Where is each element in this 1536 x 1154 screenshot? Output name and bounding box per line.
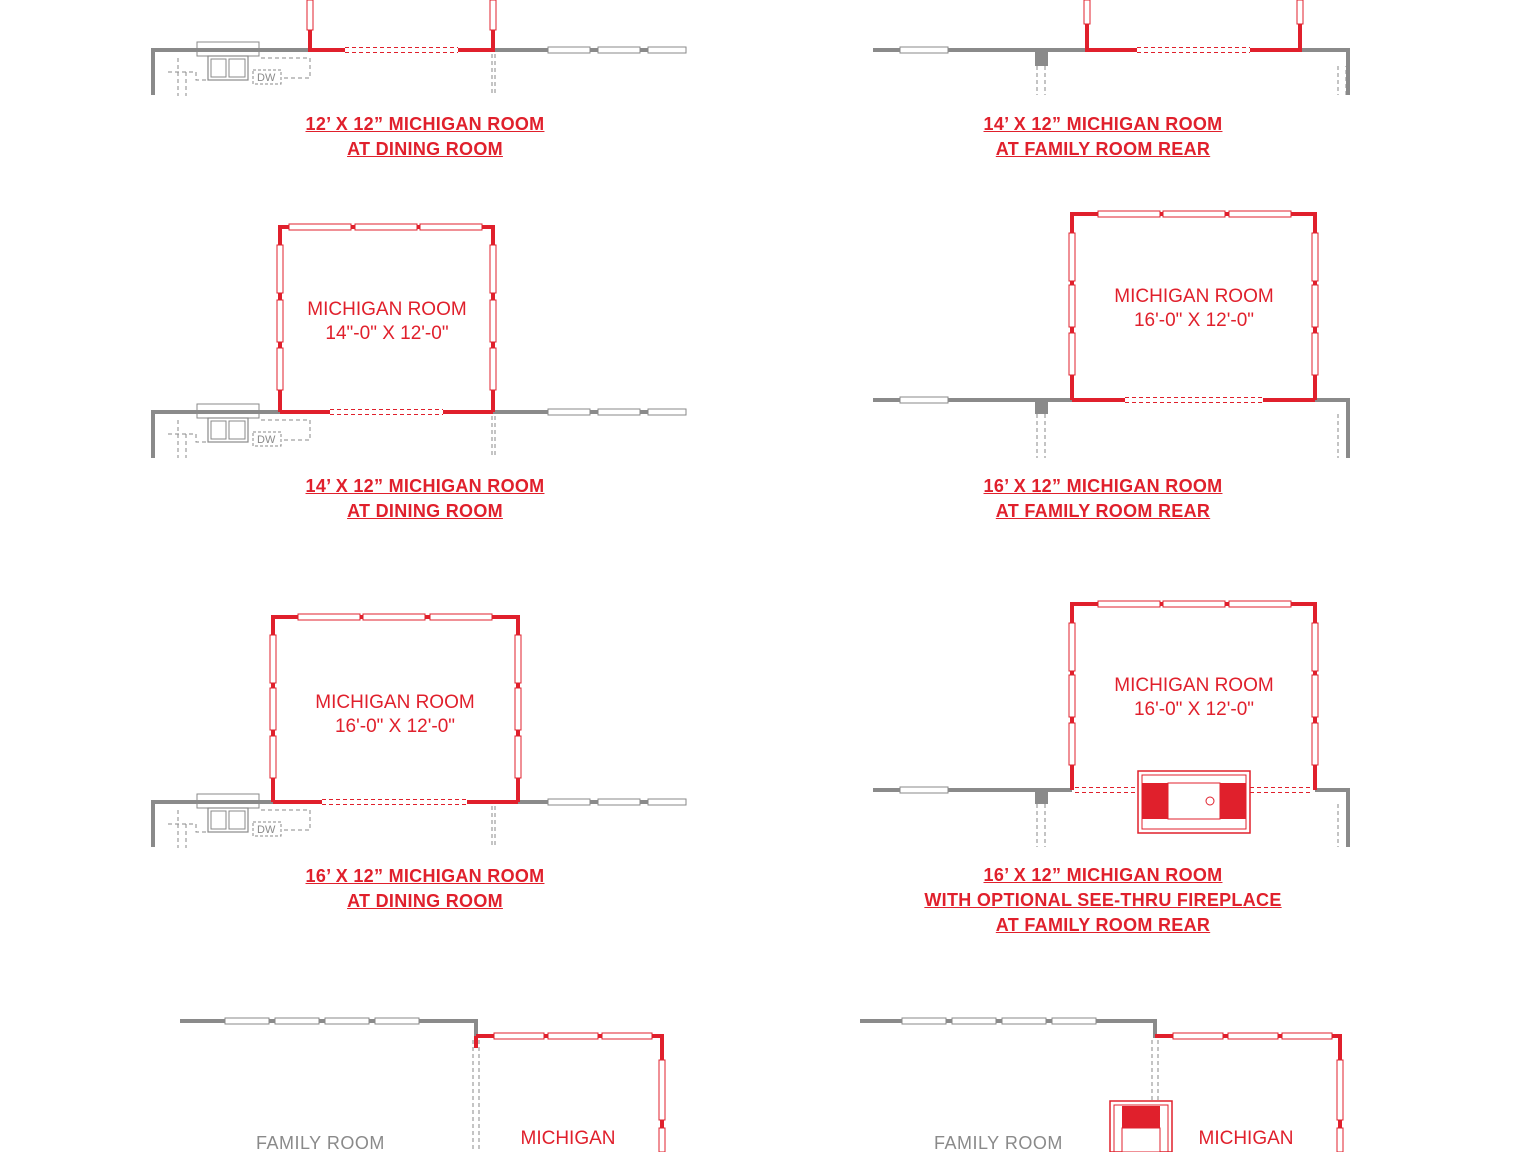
- diagram-caption: [873, 863, 1333, 938]
- dishwasher-label: DW: [257, 72, 276, 84]
- room-size: 16'-0" X 12'-0": [1133, 310, 1255, 331]
- room-label: [275, 691, 515, 739]
- diagram-2: [873, 0, 1348, 95]
- room-label: [267, 298, 507, 346]
- diagram-caption: [873, 474, 1333, 524]
- caption-line: 16’ X 12” MICHIGAN ROOM: [983, 476, 1223, 496]
- caption-line: AT DINING ROOM: [347, 891, 503, 911]
- room-label: [1074, 674, 1314, 722]
- caption-line: WITH OPTIONAL SEE-THRU FIREPLACE: [924, 890, 1282, 910]
- caption-line: 16’ X 12” MICHIGAN ROOM: [305, 866, 545, 886]
- family-room-label: FAMILY ROOM: [934, 1133, 1063, 1153]
- room-name: MICHIGAN: [1198, 1128, 1294, 1149]
- diagram-caption: [195, 864, 655, 914]
- diagram-4: [873, 211, 1348, 458]
- diagram-caption: [873, 112, 1333, 162]
- caption-line: 14’ X 12” MICHIGAN ROOM: [983, 114, 1223, 134]
- caption-line: AT DINING ROOM: [347, 501, 503, 521]
- caption-line: 14’ X 12” MICHIGAN ROOM: [305, 476, 545, 496]
- caption-line: AT FAMILY ROOM REAR: [995, 501, 1211, 521]
- dishwasher-label: DW: [257, 434, 276, 446]
- room-name: MICHIGAN: [520, 1128, 616, 1149]
- room-size: 16'-0" X 12'-0": [1133, 699, 1255, 720]
- room-label: [448, 1127, 688, 1151]
- diagram-caption: [195, 112, 655, 162]
- room-name: MICHIGAN ROOM: [1114, 675, 1274, 696]
- dishwasher-label: DW: [257, 824, 276, 836]
- room-name: MICHIGAN ROOM: [1114, 286, 1274, 307]
- diagram-caption: [195, 474, 655, 524]
- family-room-label: FAMILY ROOM: [256, 1133, 385, 1153]
- caption-line: 16’ X 12” MICHIGAN ROOM: [983, 865, 1223, 885]
- room-label: [1126, 1127, 1366, 1151]
- room-label: [1074, 285, 1314, 333]
- diagram-6: [873, 601, 1348, 847]
- caption-line: 12’ X 12” MICHIGAN ROOM: [305, 114, 545, 134]
- caption-line: AT DINING ROOM: [347, 139, 503, 159]
- diagram-1: [153, 0, 686, 96]
- room-size: 16'-0" X 12'-0": [334, 716, 456, 737]
- caption-line: AT FAMILY ROOM REAR: [995, 139, 1211, 159]
- room-name: MICHIGAN ROOM: [307, 299, 467, 320]
- room-size: 14"-0" X 12'-0": [325, 323, 449, 344]
- room-name: MICHIGAN ROOM: [315, 692, 475, 713]
- see-thru-fireplace-icon: [1138, 771, 1250, 833]
- caption-line: AT FAMILY ROOM REAR: [995, 915, 1211, 935]
